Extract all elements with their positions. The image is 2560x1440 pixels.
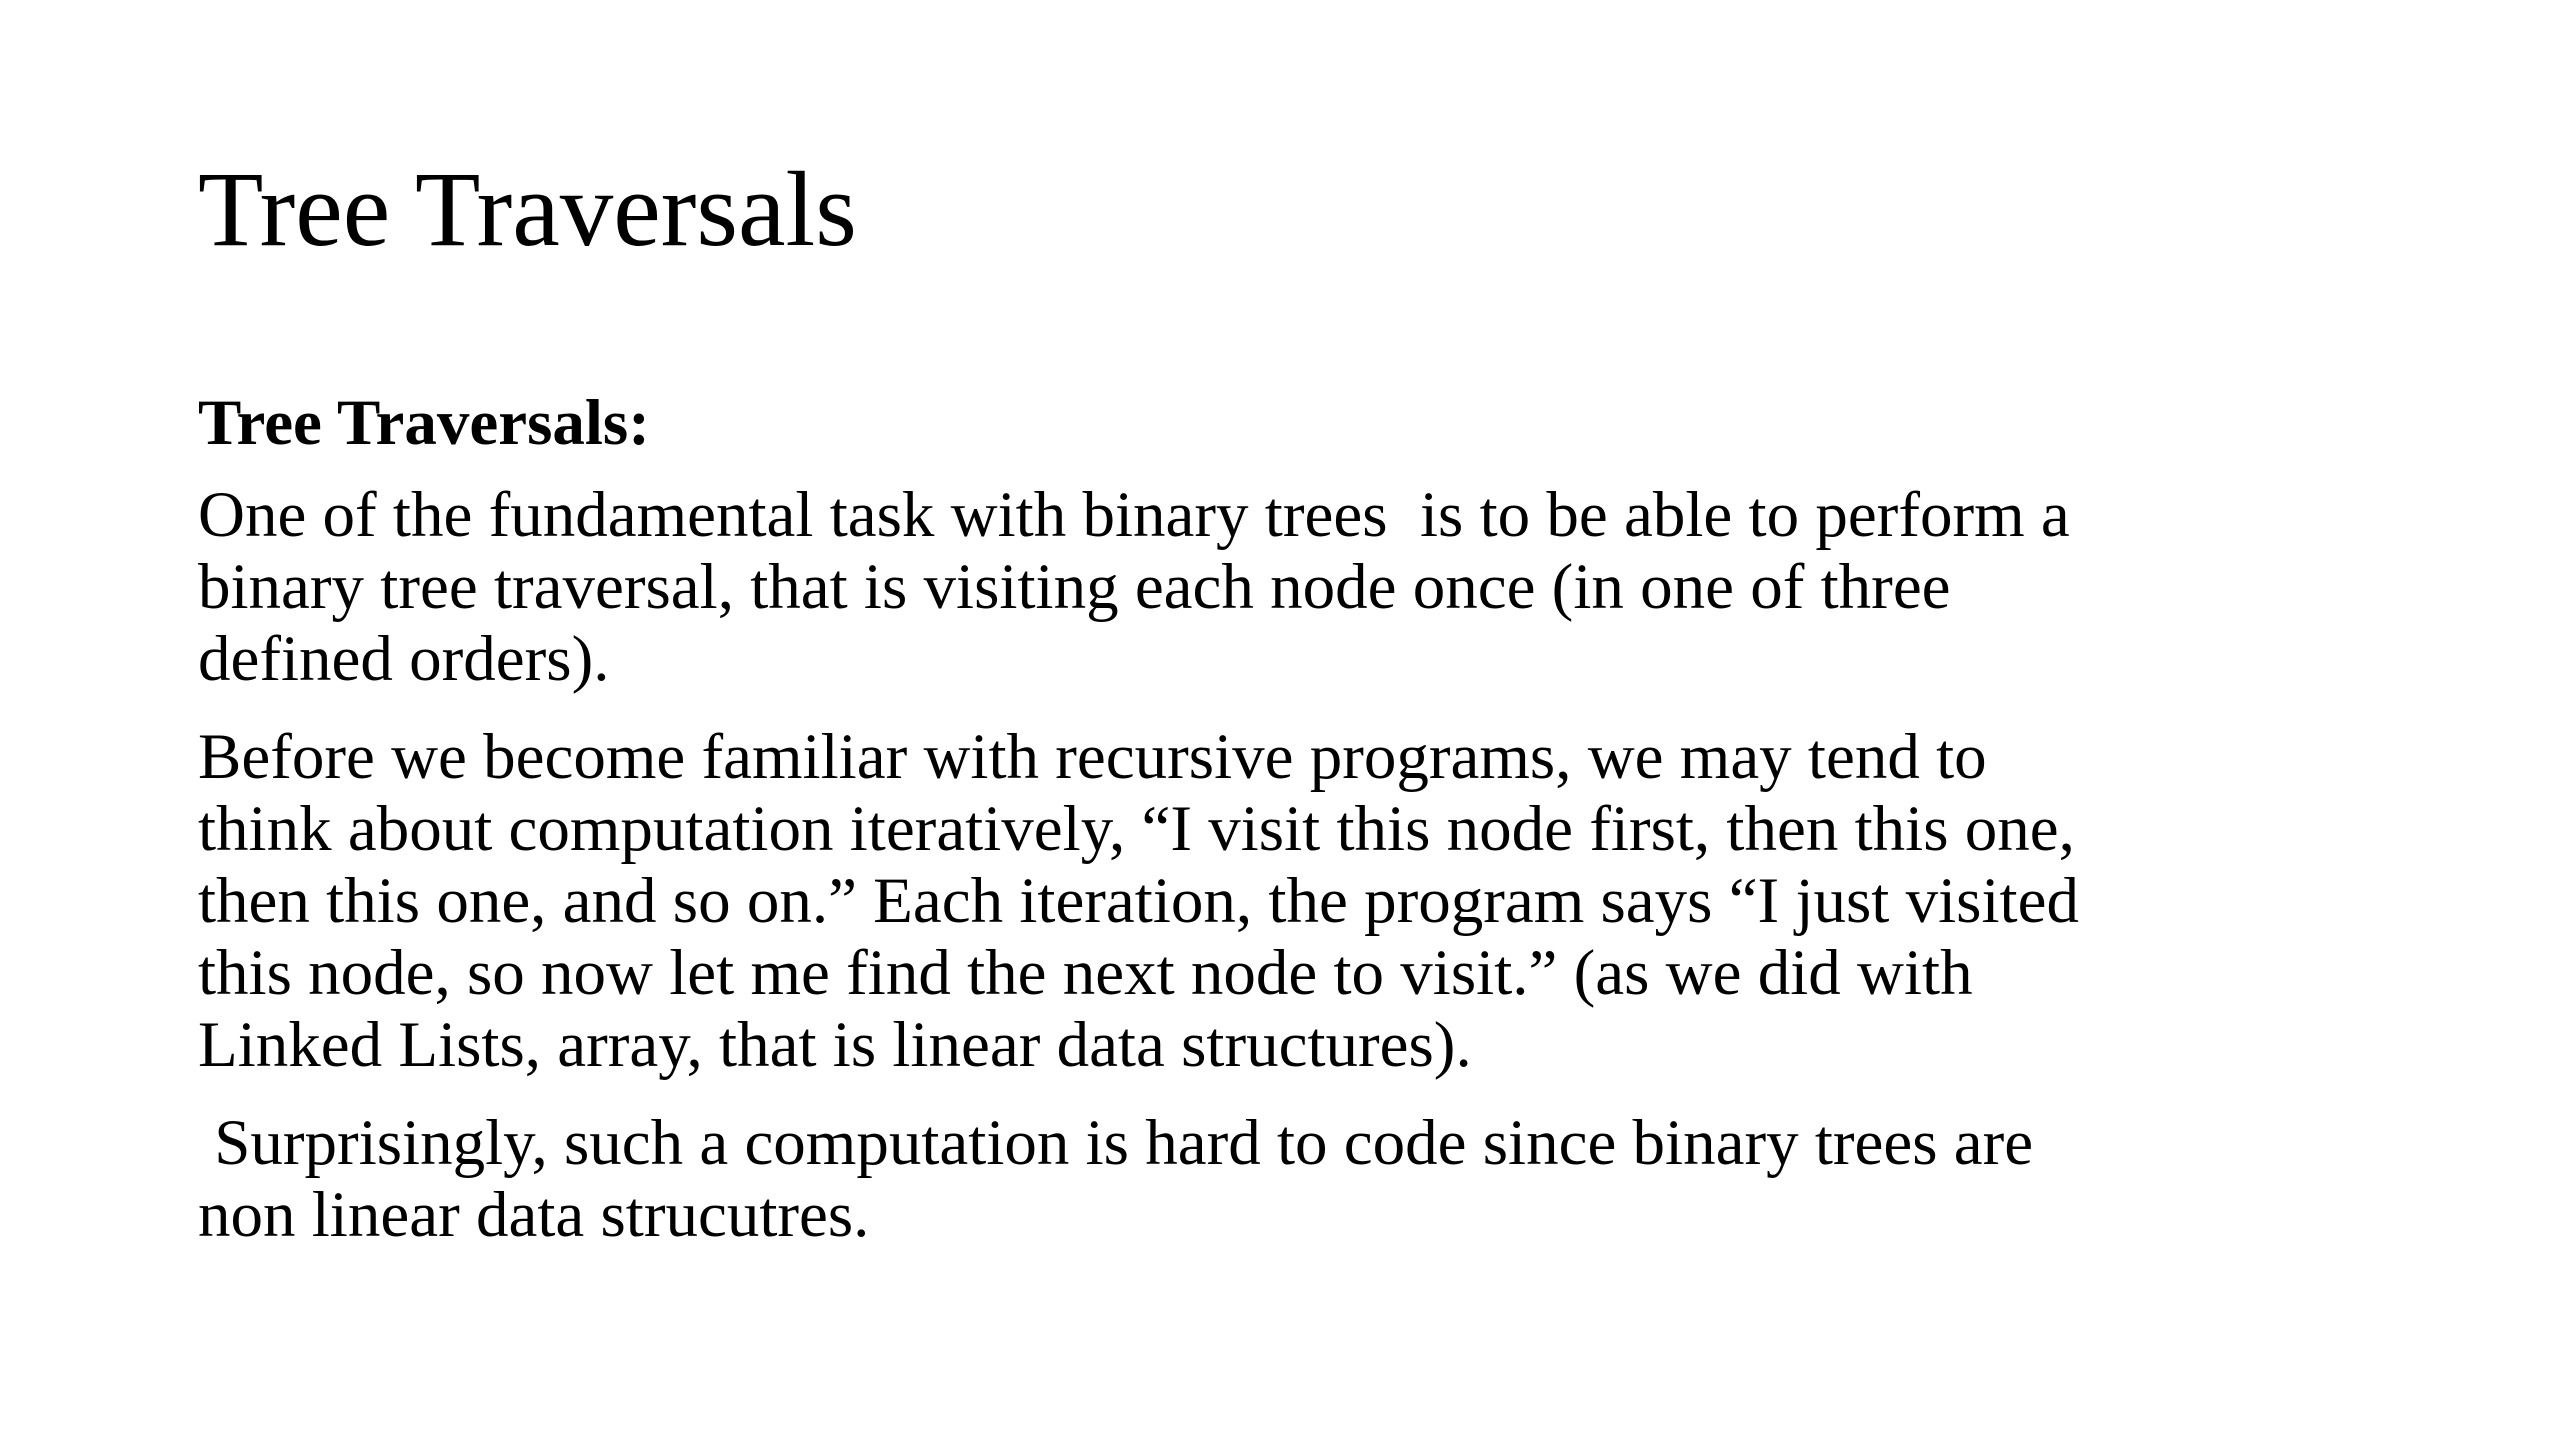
paragraph-line: Surprisingly, such a computation is hard to code since binary trees are: [198, 1106, 2034, 1179]
paragraph-line: then this one, and so on.” Each iteration, the program says “I just visited: [198, 864, 2079, 937]
paragraph-intro: [198, 479, 2438, 695]
paragraph-line: Linked Lists, array, that is linear data structures).: [198, 1008, 1472, 1081]
paragraph-line: this node, so now let me find the next node to visit.” (as we did with: [198, 936, 1973, 1009]
paragraph-line: think about computation iteratively, “I visit this node first, then this one,: [198, 792, 2075, 865]
paragraph-iterative: [198, 721, 2438, 1081]
slide-body: [198, 386, 2438, 1251]
paragraph-line: binary tree traversal, that is visiting each node once (in one of three: [198, 550, 1951, 623]
slide-title: Tree Traversals: [198, 151, 857, 269]
paragraph-line: non linear data strucutres.: [198, 1178, 870, 1251]
paragraph-line: One of the fundamental task with binary trees is to be able to perform a: [198, 478, 2070, 551]
paragraph-line: defined orders).: [198, 622, 610, 695]
section-heading: Tree Traversals:: [198, 387, 650, 459]
paragraph-line: Before we become familiar with recursive programs, we may tend to: [198, 720, 1987, 793]
paragraph-conclusion: [198, 1107, 2438, 1251]
